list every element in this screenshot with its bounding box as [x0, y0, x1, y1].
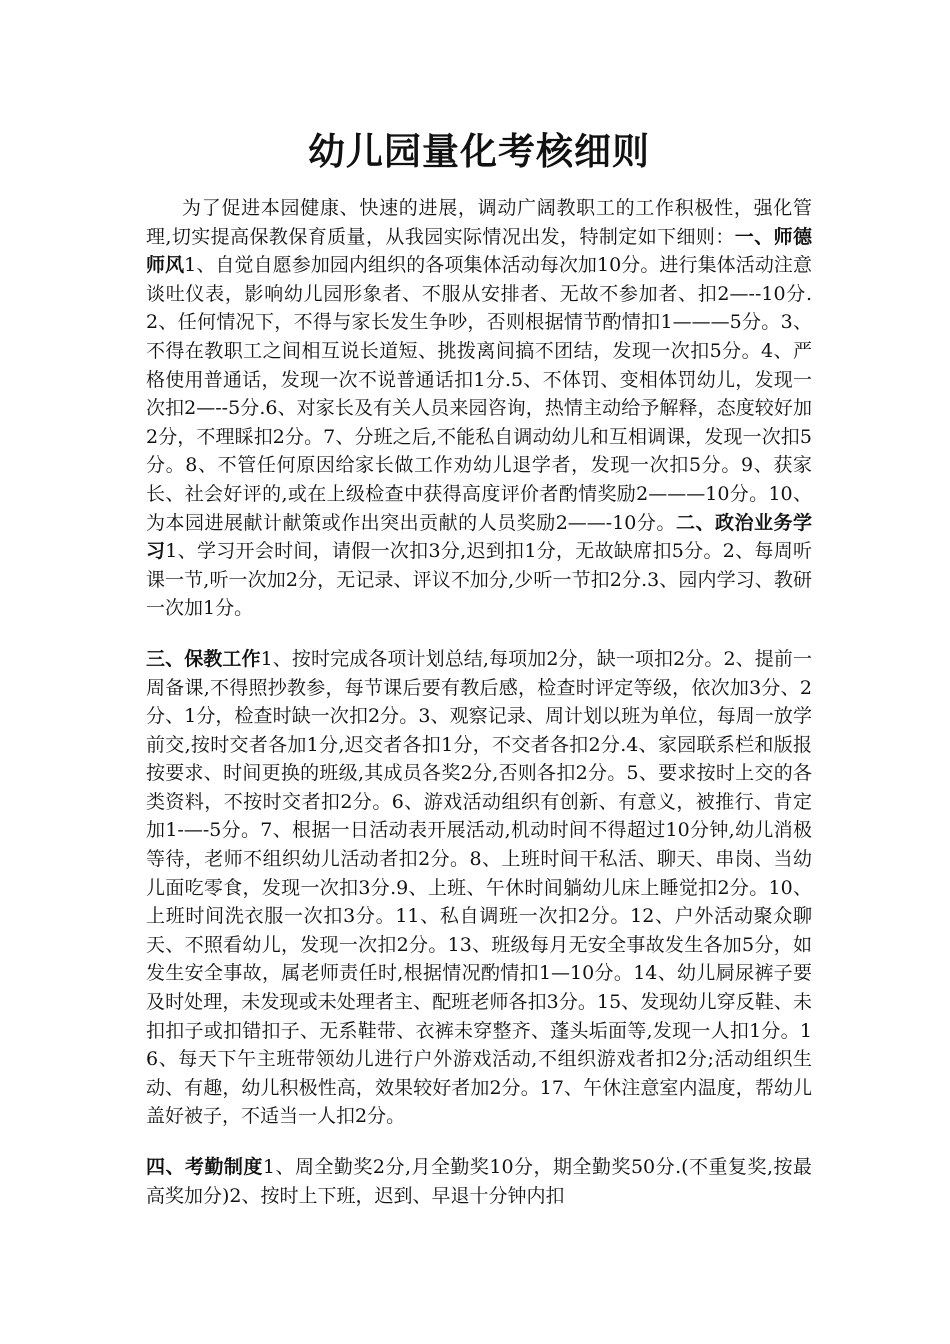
- section-body-4: 1、周全勤奖2分,月全勤奖10分，期全勤奖50分.(不重复奖,按最高奖加分)2、按时上下班，迟到、早退十分钟内扣: [146, 1156, 812, 1207]
- section-body-2: 1、学习开会时间，请假一次扣3分,迟到扣1分，无故缺席扣5分。2、每周听课一节,听一次加2分，无记录、评议不加分,少听一节扣2分.3、园内学习、教研一次加1分。: [146, 540, 812, 620]
- section-body-3: 1、按时完成各项计划总结,每项加2分，缺一项扣2分。2、提前一周备课,不得照抄教参，每节课后要有教后感，检查时评定等级，依次加3分、2分、1分，检查时缺一次扣2分。3、观察记录、周计划以班为单位，每周一放学前交,按时交者各加1分,迟交者各扣1分，不交者各扣2分.4、家园联系栏和版报按要求、时间更换的班级,其成员各奖2分,否则各扣2分。5、要求按时上交的各类资料，不按时交者扣2分。6、游戏活动组织有创新、有意义，被推行、肯定加1-—-5分。7、根据一日活动表开展活动,机动时间不得超过10分钟,幼儿消极等待，老师不组织幼儿活动者扣2分。8、上班时间干私活、聊天、串岗、当幼儿面吃零食，发现一次扣3分.9、上班、午休时间躺幼儿床上睡觉扣2分。10、上班时间洗衣服一次扣3分。11、私自调班一次扣2分。12、户外活动聚众聊天、不照看幼儿，发现一次扣2分。13、班级每月无安全事故发生各加5分，如发生安全事故，属老师责任时,根据情况酌情扣1—10分。14、幼儿屙尿裤子要及时处理，未发现或未处理者主、配班老师各扣3分。15、发现幼儿穿反鞋、未扣扣子或扣错扣子、无系鞋带、衣裤未穿整齐、蓬头垢面等,发现一人扣1分。16、每天下午主班带领幼儿进行户外游戏活动,不组织游戏者扣2分;活动组织生动、有趣，幼儿积极性高，效果较好者加2分。17、午休注意室内温度，帮幼儿盖好被子，不适当一人扣2分。: [146, 647, 812, 1128]
- document-title: 幼儿园量化考核细则: [308, 129, 650, 173]
- intro-text: 为了促进本园健康、快速的进展，调动广阔教职工的工作积极性，强化管理,切实提高保教保育质量，从我园实际情况出发，特制定如下细则：: [146, 197, 812, 248]
- section-heading-3: 三、保教工作: [146, 647, 261, 670]
- section-body-1: 1、自觉自愿参加园内组织的各项集体活动每次加10分。进行集体活动注意谈吐仪表，影响幼儿园形象者、不服从安排者、无故不参加者、扣2—--10分.2、任何情况下，不得与家长发生争吵，否则根据情节酌情扣1———5分。3、不得在教职工之间相互说长道短、挑拨离间搞不团结，发现一次扣5分。4、严格使用普通话，发现一次不说普通话扣1分.5、不体罚、变相体罚幼儿，发现一次扣2—--5分.6、对家长及有关人员来园咨询，热情主动给予解释，态度较好加2分，不理睬扣2分。7、分班之后,不能私自调动幼儿和互相调课，发现一次扣5分。8、不管任何原因给家长做工作劝幼儿退学者，发现一次扣5分。9、获家长、社会好评的,或在上级检查中获得高度评价者酌情奖励2———10分。10、为本园进展献计献策或作出突出贡献的人员奖励2——-10分。: [146, 254, 812, 534]
- section-heading-1: 一、师德师风: [146, 225, 812, 277]
- section-heading-2: 二、政治业务学习: [146, 511, 812, 563]
- section-heading-4: 四、考勤制度: [146, 1156, 263, 1178]
- section-paragraph-3: [146, 645, 812, 1131]
- section-paragraph-1: [146, 194, 812, 623]
- document-page: [146, 120, 812, 1210]
- section-paragraph-4: [146, 1153, 812, 1210]
